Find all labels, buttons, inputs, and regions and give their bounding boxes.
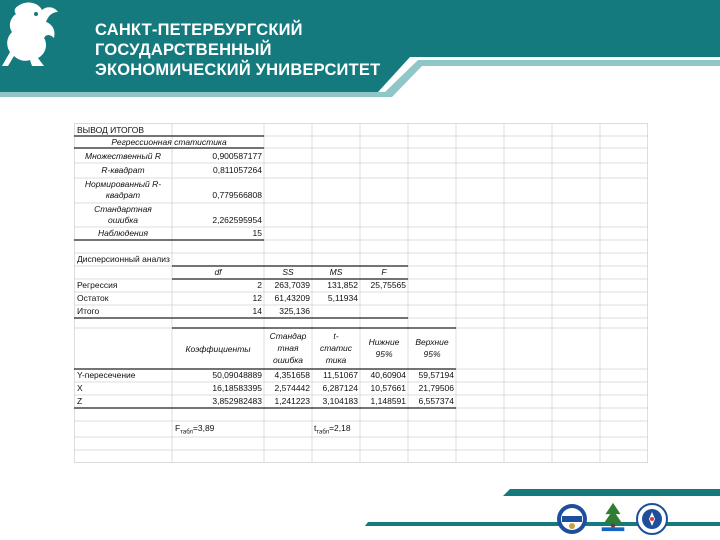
coef-cell-lower: 40,60904: [370, 370, 406, 380]
tree-emblem-icon: [597, 501, 629, 533]
coef-cell-upper: 6,557374: [418, 396, 454, 406]
anova-cell-f: 25,75565: [370, 280, 406, 290]
blue-emblem-icon: [636, 503, 668, 535]
std-error-value: 2,262595954: [212, 215, 262, 225]
anova-header-ss: SS: [282, 267, 294, 277]
anova-cell-df: 14: [252, 306, 262, 316]
coef-header-se-3: ошибка: [272, 355, 304, 365]
coef-header-se-2: тная: [277, 343, 299, 353]
anova-header-ms: MS: [329, 267, 343, 277]
std-error-label-1: Стандартная: [94, 204, 152, 214]
anova-row-label: Остаток: [77, 293, 109, 303]
anova-cell-ms: 131,852: [327, 280, 358, 290]
coef-cell-coef: 3,852982483: [212, 396, 262, 406]
coef-cell-se: 1,241223: [274, 396, 310, 406]
coef-header-t-1: t-: [333, 331, 339, 341]
coef-cell-upper: 21,79506: [418, 383, 454, 393]
title-line-1: САНКТ-ПЕТЕРБУРГСКИЙ: [95, 21, 303, 39]
coef-header-upper-2: 95%: [423, 349, 441, 359]
anova-row-label: Регрессия: [77, 280, 118, 290]
griffin-logo: [0, 0, 66, 70]
coef-cell-coef: 16,18583395: [212, 383, 262, 393]
coef-cell-t: 11,51067: [323, 370, 358, 380]
coef-cell-t: 6,287124: [322, 383, 358, 393]
output-title: ВЫВОД ИТОГОВ: [77, 125, 145, 135]
coef-header-lower-2: 95%: [375, 349, 393, 359]
anova-heading: Дисперсионный анализ: [77, 254, 170, 264]
coef-row-label: Z: [77, 396, 83, 406]
std-error-label-2: ошибка: [107, 215, 139, 225]
coef-cell-t: 3,104183: [322, 396, 358, 406]
observations-label: Наблюдения: [97, 228, 149, 238]
coef-cell-lower: 10,57661: [370, 383, 406, 393]
coef-cell-lower: 1,148591: [370, 396, 406, 406]
coef-header-t-3: тика: [325, 355, 347, 365]
adj-r-squared-value: 0,779566808: [212, 190, 262, 200]
anova-cell-ss: 263,7039: [274, 280, 310, 290]
coef-cell-se: 4,351658: [274, 370, 310, 380]
f-table-value: $F_{табл}=3,89$: [175, 423, 215, 436]
coef-cell-upper: 59,57194: [418, 370, 454, 380]
spreadsheet: [74, 123, 648, 463]
coef-header-t-2: статис: [319, 343, 353, 353]
header-banner: [0, 0, 720, 102]
r-squared-value: 0,811057264: [212, 165, 262, 175]
coef-header-se-1: Стандар: [269, 331, 307, 341]
observations-value: 15: [252, 228, 262, 238]
anova-cell-df: 12: [252, 293, 262, 303]
r-squared-label: R-квадрат: [101, 165, 145, 175]
anova-cell-ms: 5,11934: [327, 293, 358, 303]
coef-header-lower-1: Нижние: [368, 337, 400, 347]
anova-cell-ss: 61,43209: [274, 293, 310, 303]
adj-r-squared-label-1: Нормированный R-: [84, 179, 162, 189]
anova-cell-df: 2: [257, 280, 262, 290]
regression-stats-heading: Регрессионная статистика: [111, 137, 227, 147]
anova-header-f: F: [381, 267, 387, 277]
coef-row-label: Y-пересечение: [77, 370, 136, 380]
anova-header-df: df: [214, 267, 222, 277]
anova-cell-ss: 325,136: [279, 306, 310, 316]
coef-cell-coef: 50,09048889: [212, 370, 262, 380]
multiple-r-value: 0,900587177: [212, 151, 262, 161]
coef-header-upper-1: Верхние: [415, 337, 449, 347]
coef-header-coefficients: Коэффициенты: [185, 344, 251, 354]
title-line-3: ЭКОНОМИЧЕСКИЙ УНИВЕРСИТЕТ: [95, 61, 381, 79]
adj-r-squared-label-2: квадрат: [105, 190, 141, 200]
t-table-value: $t_{табл}=2,18$: [314, 423, 351, 436]
coef-cell-se: 2,574442: [274, 383, 310, 393]
title-line-2: ГОСУДАРСТВЕННЫЙ: [95, 41, 272, 59]
university-seal-icon: [556, 503, 588, 535]
anova-row-label: Итого: [77, 306, 100, 316]
university-title: [95, 20, 380, 80]
multiple-r-label: Множественный R: [85, 151, 161, 161]
coef-row-label: X: [77, 383, 83, 393]
